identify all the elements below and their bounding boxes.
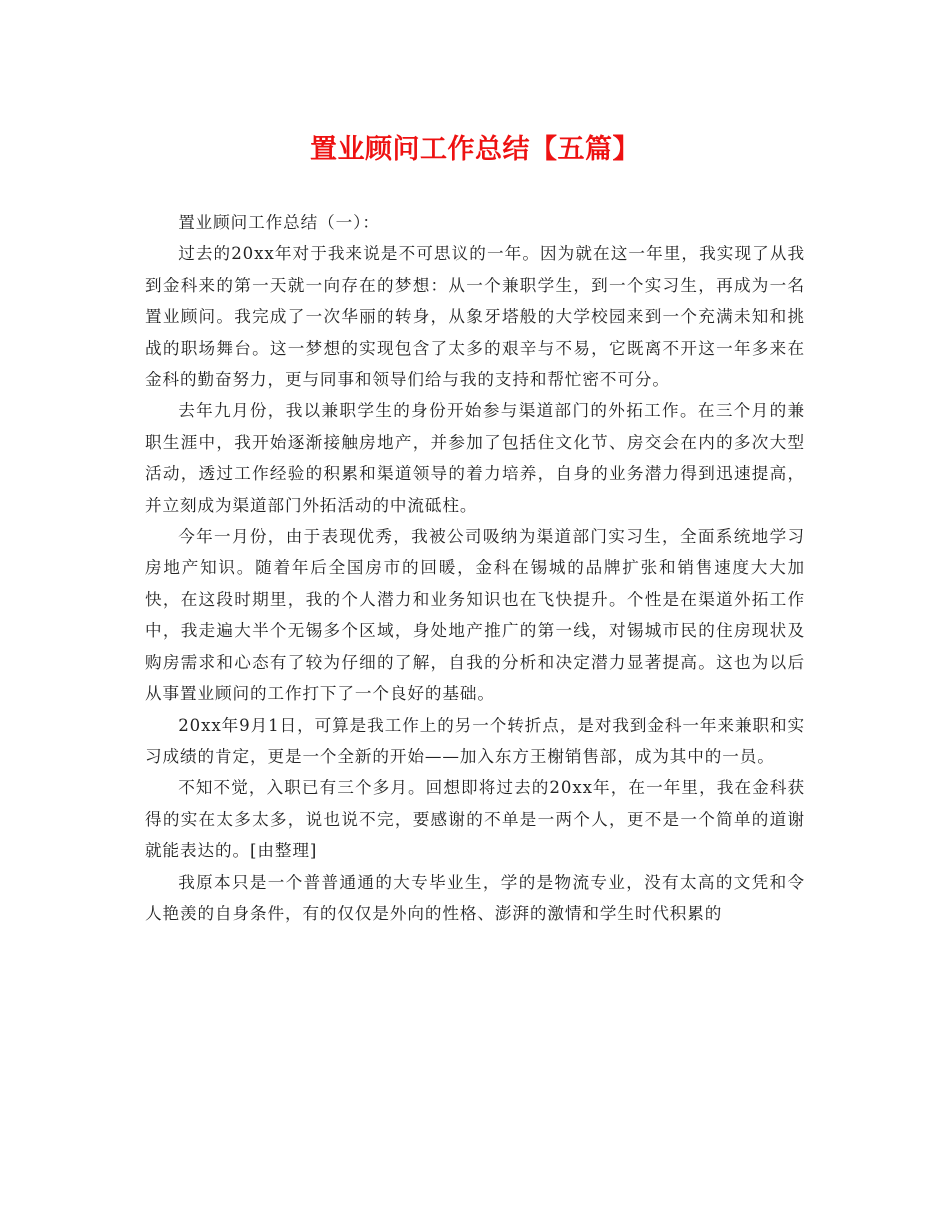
document-body — [145, 207, 805, 929]
paragraph: 去年九月份，我以兼职学生的身份开始参与渠道部门的外拓工作。在三个月的兼职生涯中，我开始逐渐接触房地产，并参加了包括住文化节、房交会在内的多次大型活动，透过工作经验的积累和渠道领导的着力培养，自身的业务潜力得到迅速提高，并立刻成为渠道部门外拓活动的中流砥柱。 — [145, 401, 805, 515]
paragraph: 我原本只是一个普普通通的大专毕业生，学的是物流专业，没有太高的文凭和令人艳羡的自身条件，有的仅仅是外向的性格、澎湃的激情和学生时代积累的 — [145, 872, 805, 923]
paragraph: 不知不觉，入职已有三个多月。回想即将过去的20xx年，在一年里，我在金科获得的实在太多太多，说也说不完，要感谢的不单是一两个人，更不是一个简单的道谢就能表达的。[由整理] — [145, 778, 805, 861]
document-title: 置业顾问工作总结【五篇】 — [310, 134, 640, 165]
section-heading: 置业顾问工作总结（一）： — [178, 213, 380, 232]
paragraph: 今年一月份，由于表现优秀，我被公司吸纳为渠道部门实习生，全面系统地学习房地产知识。随着年后全国房市的回暖，金科在锡城的品牌扩张和销售速度大大加快，在这段时期里，我的个人潜力和业务知识也在飞快提升。个性是在渠道外拓工作中，我走遍大半个无锡多个区域，身处地产推广的第一线，对锡城市民的住房现状及购房需求和心态有了较为仔细的了解，自我的分析和决定潜力显著提高。这也为以后从事置业顾问的工作打下了一个良好的基础。 — [145, 527, 805, 704]
paragraph: 20xx年9月1日，可算是我工作上的另一个转折点，是对我到金科一年来兼职和实习成绩的肯定，更是一个全新的开始——加入东方王榭销售部，成为其中的一员。 — [145, 715, 805, 766]
paragraph: 过去的20xx年对于我来说是不可思议的一年。因为就在这一年里，我实现了从我到金科来的第一天就一向存在的梦想：从一个兼职学生，到一个实习生，再成为一名置业顾问。我完成了一次华丽的转身，从象牙塔般的大学校园来到一个充满未知和挑战的职场舞台。这一梦想的实现包含了太多的艰辛与不易，它既离不开这一年多来在金科的勤奋努力，更与同事和领导们给与我的支持和帮忙密不可分。 — [145, 244, 805, 390]
